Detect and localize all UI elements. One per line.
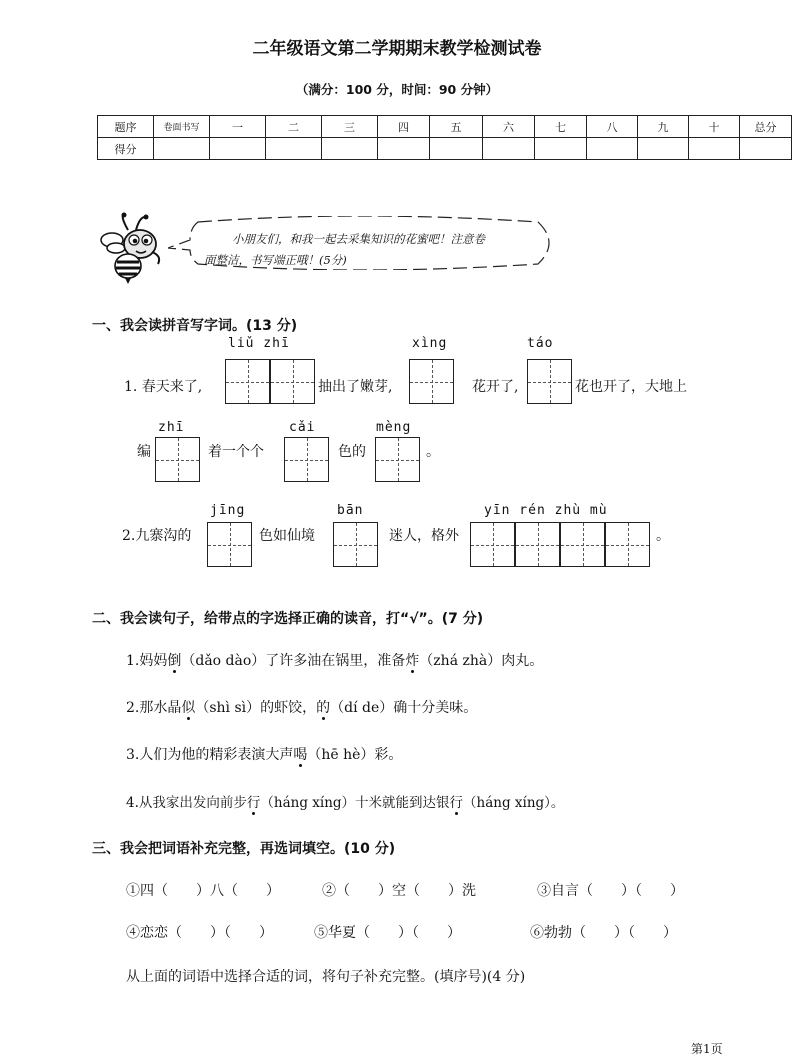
question-2-4 xyxy=(126,791,564,811)
sentence-text: 抽出了嫩芽, xyxy=(318,379,393,395)
dotted-char: 行 xyxy=(246,795,261,811)
score-table xyxy=(97,115,792,160)
writing-box[interactable] xyxy=(409,359,454,404)
idiom-item: ⑥勃勃（ ）（ ） xyxy=(530,925,677,941)
pinyin-prompt: mèng xyxy=(376,420,412,435)
idiom-item: ③自言（ ）（ ） xyxy=(537,883,684,899)
idiom-item: ⑤华夏（ ）（ ） xyxy=(314,925,461,941)
dotted-char: 行 xyxy=(449,795,464,811)
writing-box[interactable] xyxy=(527,359,572,404)
sentence-text: 花也开了，大地上 xyxy=(575,379,687,395)
idiom-item: ①四（ ）八（ ） xyxy=(126,883,280,899)
score-cell: 九 xyxy=(638,116,689,138)
sentence-text: 色如仙境 xyxy=(259,528,315,544)
pinyin-prompt: jīng xyxy=(210,503,246,518)
dotted-char: 的 xyxy=(316,700,331,716)
score-blank[interactable] xyxy=(535,138,587,160)
dotted-char: 喝 xyxy=(293,747,308,763)
score-blank[interactable] xyxy=(266,138,322,160)
pinyin-prompt: táo xyxy=(527,336,554,351)
question-text: （dǎo dào）了许多油在锅里，准备 xyxy=(181,653,406,669)
dotted-char: 倒 xyxy=(167,653,182,669)
sentence-text: 。 xyxy=(656,528,670,544)
writing-box[interactable] xyxy=(515,522,560,567)
sentence-text: 。 xyxy=(426,444,440,460)
question-text: （hē hè）彩。 xyxy=(307,747,403,763)
pinyin-prompt: xìng xyxy=(412,336,448,351)
score-cell: 卷面书写 xyxy=(154,116,210,138)
writing-box[interactable] xyxy=(155,437,200,482)
exam-info: （满分：100 分，时间：90 分钟） xyxy=(295,82,499,97)
score-cell: 一 xyxy=(210,116,266,138)
score-cell: 题序 xyxy=(98,116,154,138)
score-blank[interactable] xyxy=(210,138,266,160)
section-3-instruction: 从上面的词语中选择合适的词，将句子补充完整。(填序号)(4 分) xyxy=(126,969,526,985)
score-cell: 三 xyxy=(322,116,378,138)
page-title: 二年级语文第二学期期末教学检测试卷 xyxy=(252,39,542,59)
score-blank[interactable] xyxy=(378,138,430,160)
sentence-text: 1. 春天来了, xyxy=(124,379,203,395)
score-blank[interactable] xyxy=(689,138,740,160)
writing-box[interactable] xyxy=(605,522,650,567)
idiom-item: ②（ ）空（ ）洗 xyxy=(322,883,476,899)
question-2-1 xyxy=(126,650,543,670)
question-text: 1.妈妈 xyxy=(126,653,168,669)
dotted-char: 炸 xyxy=(405,653,420,669)
sentence-text: 编 xyxy=(137,444,151,460)
writing-box[interactable] xyxy=(225,359,270,404)
section-3-heading: 三、我会把词语补充完整，再选词填空。(10 分) xyxy=(92,841,396,857)
pinyin-prompt: yīn rén zhù mù xyxy=(484,503,608,518)
score-cell: 五 xyxy=(430,116,483,138)
score-blank[interactable] xyxy=(154,138,210,160)
sentence-text: 花开了, xyxy=(472,379,519,395)
score-cell: 得分 xyxy=(98,138,154,160)
score-cell: 八 xyxy=(587,116,638,138)
pinyin-prompt: cǎi xyxy=(289,420,316,435)
sentence-text: 色的 xyxy=(338,444,366,460)
score-cell: 二 xyxy=(266,116,322,138)
bee-illustration xyxy=(98,212,168,284)
score-blank[interactable] xyxy=(483,138,535,160)
question-text: （dí de）确十分美味。 xyxy=(330,700,478,716)
pinyin-prompt: zhī xyxy=(158,420,185,435)
intro-text xyxy=(204,229,554,271)
question-text: （shì sì）的虾饺， xyxy=(195,700,317,716)
intro-line-1: 小朋友们，和我一起去采集知识的花蜜吧！注意卷 xyxy=(232,232,485,246)
question-2-3 xyxy=(126,744,402,764)
idiom-item: ④恋恋（ ）（ ） xyxy=(126,925,273,941)
score-cell: 总分 xyxy=(740,116,792,138)
sentence-text: 迷人，格外 xyxy=(389,528,459,544)
sentence-text: 2.九寨沟的 xyxy=(122,528,192,544)
writing-box[interactable] xyxy=(284,437,329,482)
pinyin-prompt: bān xyxy=(337,503,364,518)
question-2-2 xyxy=(126,697,477,717)
section-2-heading: 二、我会读句子，给带点的字选择正确的读音，打“√”。(7 分) xyxy=(92,611,484,627)
score-cell: 七 xyxy=(535,116,587,138)
score-blank[interactable] xyxy=(740,138,792,160)
writing-box[interactable] xyxy=(560,522,605,567)
question-text: 3.人们为他的精彩表演大声 xyxy=(126,747,294,763)
question-text: 4.从我家出发向前步 xyxy=(126,795,247,811)
dotted-char: 似 xyxy=(181,700,196,716)
writing-box[interactable] xyxy=(207,522,252,567)
score-table-score-row xyxy=(98,138,792,160)
score-blank[interactable] xyxy=(430,138,483,160)
writing-box[interactable] xyxy=(270,359,315,404)
sentence-text: 着一个个 xyxy=(208,444,264,460)
score-table-header-row xyxy=(98,116,792,138)
pinyin-prompt: liǔ zhī xyxy=(228,336,290,351)
question-text: （zhá zhà）肉丸。 xyxy=(419,653,544,669)
question-text: 2.那水晶 xyxy=(126,700,182,716)
score-blank[interactable] xyxy=(587,138,638,160)
score-cell: 四 xyxy=(378,116,430,138)
score-blank[interactable] xyxy=(322,138,378,160)
page-number: 第1页 xyxy=(691,1042,723,1056)
writing-box[interactable] xyxy=(333,522,378,567)
writing-box[interactable] xyxy=(375,437,420,482)
section-1-heading: 一、我会读拼音写字词。(13 分) xyxy=(92,318,298,334)
question-text: （háng xíng）。 xyxy=(463,795,565,811)
score-blank[interactable] xyxy=(638,138,689,160)
score-cell: 十 xyxy=(689,116,740,138)
writing-box[interactable] xyxy=(470,522,515,567)
intro-line-2: 面整洁，书写端正哦！(5分) xyxy=(204,253,347,267)
score-cell: 六 xyxy=(483,116,535,138)
question-text: （háng xíng）十米就能到达银 xyxy=(260,795,450,811)
